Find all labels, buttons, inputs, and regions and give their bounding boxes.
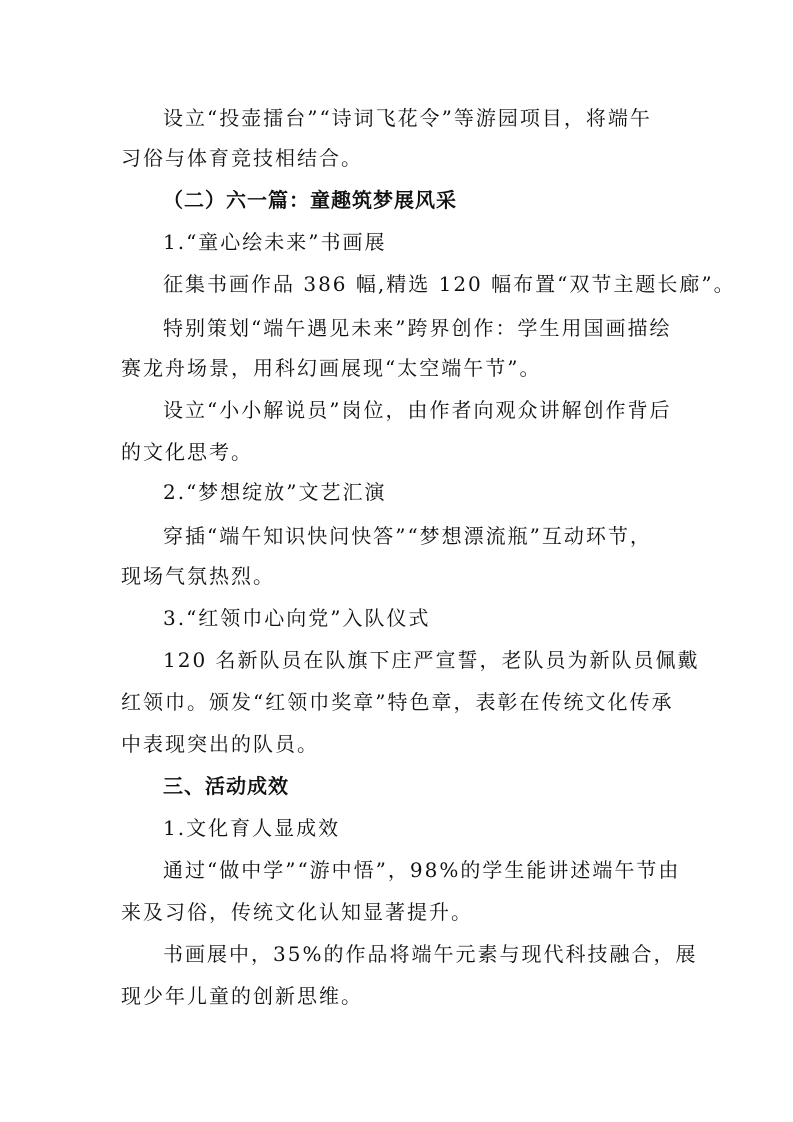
section-heading: （二）六一篇：童趣筑梦展风采 [163,188,457,212]
paragraph-line: 设立“投壶擂台”“诗词飞花令”等游园项目，将端午 [163,106,652,130]
paragraph-line: 通过“做中学”“游中悟”，98%的学生能讲述端午节由 [163,858,681,882]
paragraph-line: 现少年儿童的创新思维。 [121,984,363,1008]
paragraph-line: 中表现突出的队员。 [121,732,319,756]
subheading: 1.“童心绘未来”书画展 [163,230,387,254]
paragraph-line: 现场气氛热烈。 [121,564,275,588]
paragraph-line: 穿插“端午知识快问快答”“梦想漂流瓶”互动环节， [163,524,652,548]
paragraph-line: 120 名新队员在队旗下庄严宣誓，老队员为新队员佩戴 [163,648,700,672]
section-heading: 三、活动成效 [163,774,289,798]
paragraph-line: 设立“小小解说员”岗位，由作者向观众讲解创作背后 [163,398,672,422]
subheading: 3.“红领巾心向党”入队仪式 [163,606,431,630]
paragraph-line: 书画展中，35%的作品将端午元素与现代科技融合，展 [163,942,698,966]
paragraph-line: 征集书画作品 386 幅,精选 120 幅布置“双节主题长廊”。 [163,272,736,296]
paragraph-line: 红领巾。颁发“红领巾奖章”特色章，表彰在传统文化传承 [121,690,674,714]
paragraph-line: 特别策划“端午遇见未来”跨界创作：学生用国画描绘 [163,316,672,340]
paragraph-line: 赛龙舟场景，用科幻画展现“太空端午节”。 [121,356,542,380]
paragraph-line: 来及习俗，传统文化认知显著提升。 [121,900,473,924]
subheading: 1.文化育人显成效 [163,816,341,840]
paragraph-line: 的文化思考。 [121,440,253,464]
paragraph-line: 习俗与体育竞技相结合。 [121,146,363,170]
subheading: 2.“梦想绽放”文艺汇演 [163,480,387,504]
